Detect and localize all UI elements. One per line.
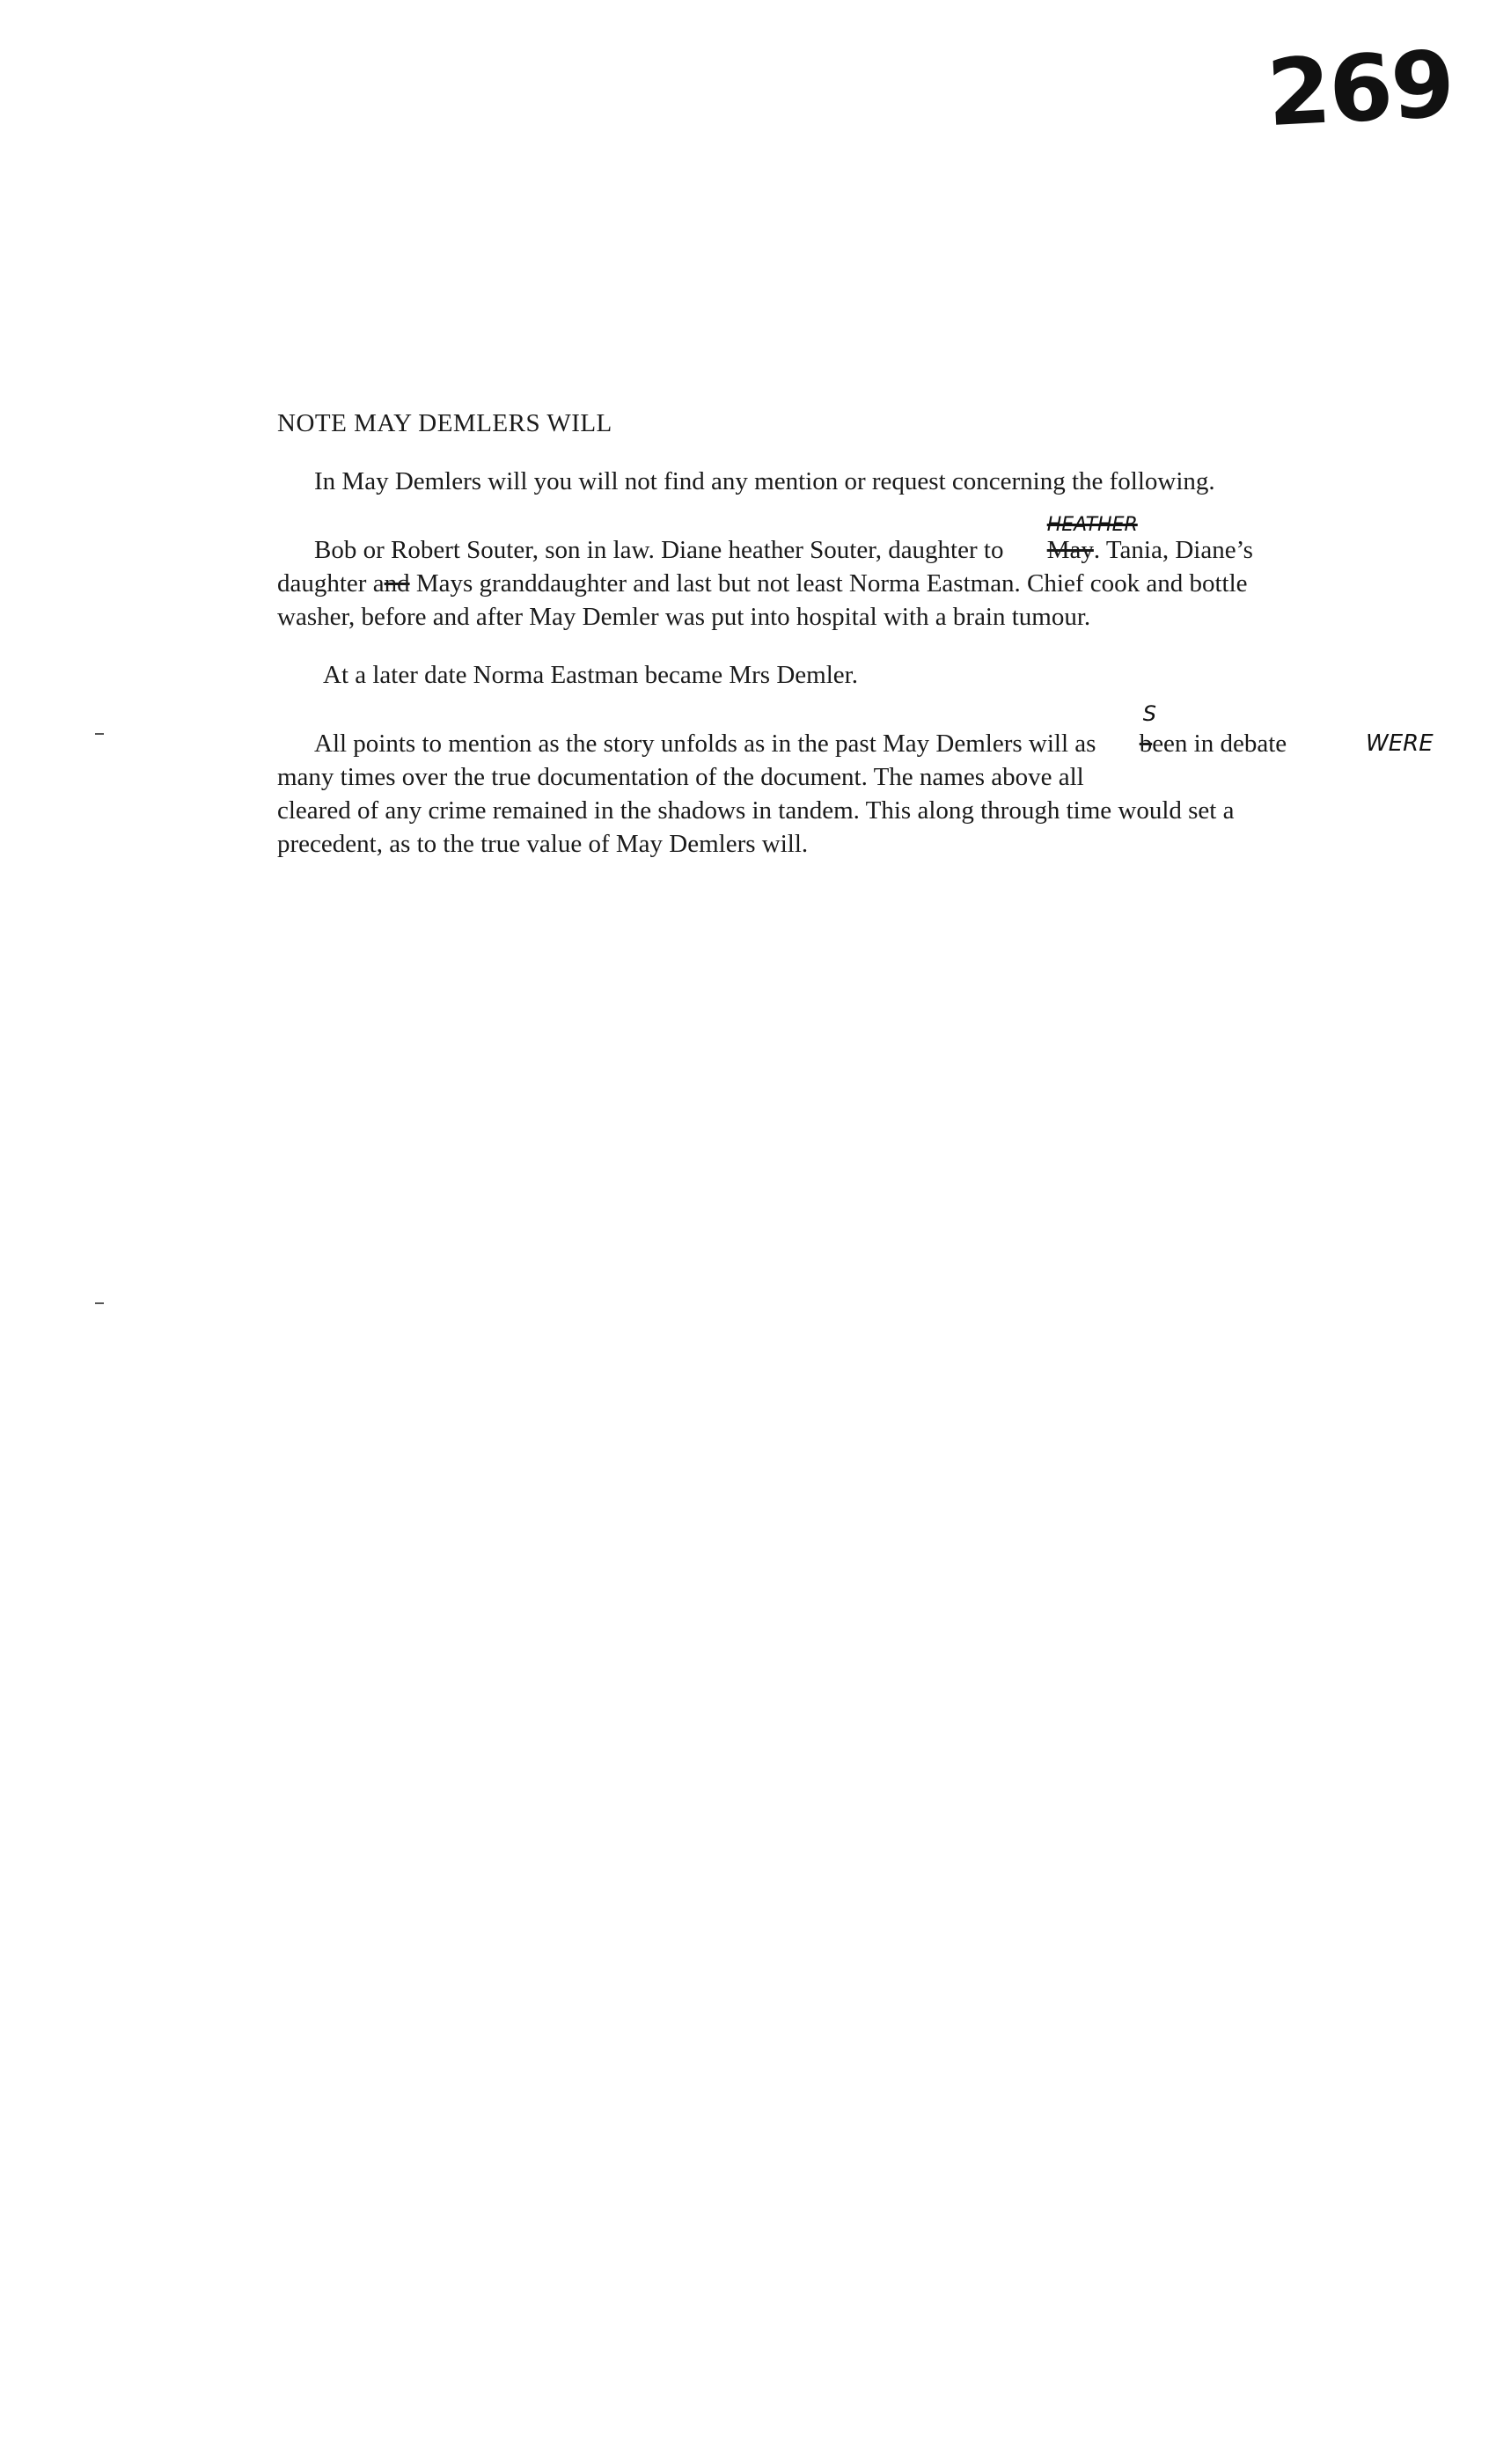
handwritten-were: WERE — [1366, 730, 1434, 757]
paragraph-points-text-c: cleared of any crime remained in the shadows in tandem. This along through time would set a precedent, as to the true value of May Demlers will. — [277, 796, 1235, 858]
struck-word: nd — [384, 569, 410, 598]
margin-mark — [95, 1302, 104, 1304]
margin-mark — [95, 733, 104, 735]
struck-letter: b — [1139, 730, 1153, 758]
page-number: 269 — [1264, 30, 1456, 148]
struck-word: May — [1046, 536, 1094, 564]
paragraph-points — [277, 701, 1434, 861]
paragraph-intro: In May Demlers will you will not find any mention or request concerning the following. — [314, 467, 1215, 495]
handwritten-s: S — [1142, 701, 1156, 726]
paragraph-later-date: At a later date Norma Eastman became Mrs Demler. — [323, 661, 858, 689]
paragraph-names-text-c: Mays granddaughter and last but not least Norma Eastman. Chief cook and bottle washer, before and after May Demler was put into hospital with a brain tumour. — [277, 569, 1248, 631]
paragraph-names-text-a: Bob or Robert Souter, son in law. Diane heather Souter, daughter to — [314, 536, 1010, 564]
paragraph-points-text-a: All points to mention as the story unfolds as in the past May Demlers will as — [314, 730, 1103, 758]
paragraph-names — [277, 514, 1316, 634]
document-body — [277, 407, 1434, 885]
correction-heather — [1010, 514, 1138, 567]
handwritten-correction: HEATHER — [1046, 514, 1138, 536]
correction-s — [1103, 701, 1156, 760]
document-title: NOTE MAY DEMLERS WILL — [277, 409, 612, 437]
paragraph-points-text-b: een in debate many times over the true documentation of the document. The names above all — [277, 730, 1287, 791]
paragraph-names-text-b: . Tania, Diane’s daughter a — [277, 536, 1253, 598]
